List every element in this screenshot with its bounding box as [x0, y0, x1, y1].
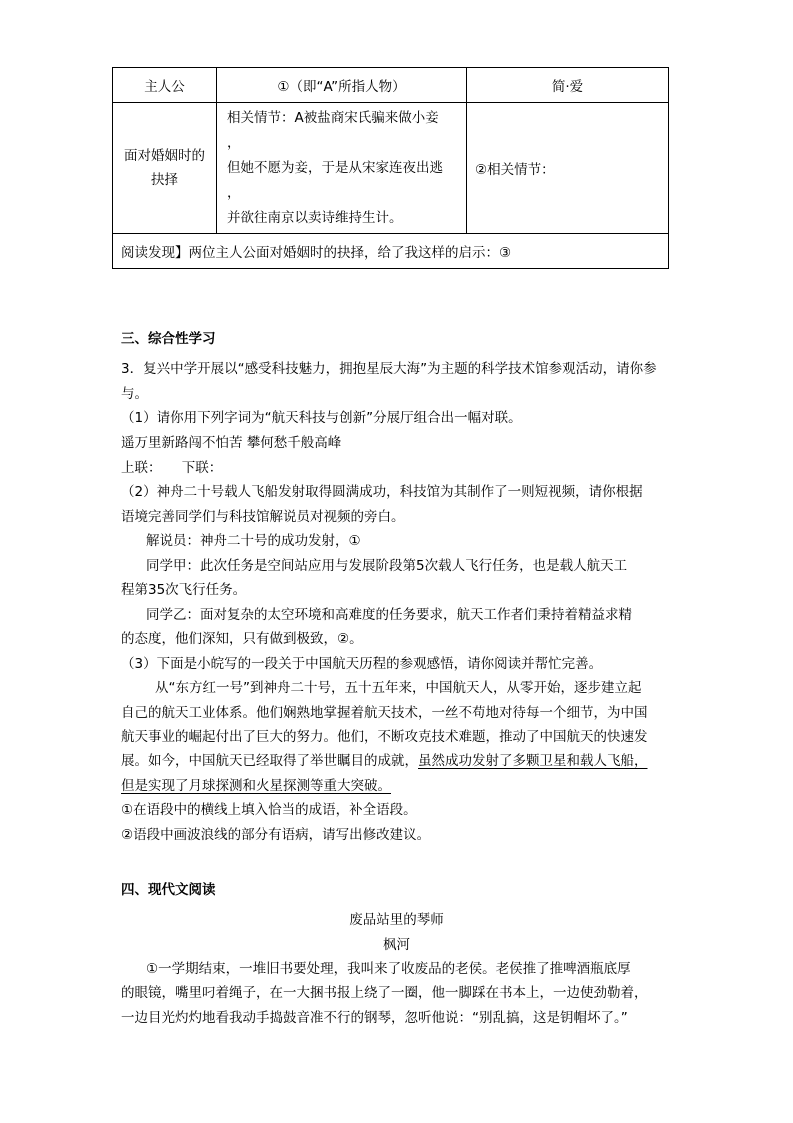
- header-jane-eyre: 简·爱: [467, 68, 669, 103]
- comparison-table: [112, 67, 669, 269]
- row-label-cell: [113, 103, 217, 234]
- table-footer-row: [113, 234, 669, 269]
- task-2: ②语段中画波浪线的部分有语病，请写出修改建议。: [121, 827, 431, 843]
- section-4-title: 四、现代文阅读: [121, 882, 216, 898]
- character-a-plot-cell: [217, 103, 467, 234]
- table-header-row: [113, 68, 669, 103]
- task-1: ①在语段中的横线上填入恰当的成语，补全语段。: [121, 802, 417, 818]
- couplet-blanks: 上联： 下联：: [121, 460, 223, 476]
- paragraph-text: 展。如今，中国航天已经取得了举世瞩目的成就，: [121, 753, 418, 769]
- plot-line: ，: [227, 184, 241, 201]
- reading-discovery: 阅读发现】两位主人公面对婚姻时的抉择，给了我这样的启示：③: [113, 234, 669, 269]
- reflection-paragraph-line: [121, 749, 648, 769]
- jane-plot-cell: ②相关情节：: [467, 103, 669, 234]
- section-3-title: 三、综合性学习: [121, 331, 216, 347]
- wavy-underlined-text: 虽然成功发射了多颗卫星和载人飞船，: [418, 753, 648, 769]
- student-a-line: 同学甲：此次任务是空间站应用与发展阶段第5次载人飞行任务，也是载人航天工: [146, 558, 628, 574]
- question-3-line: 3．复兴中学开展以“感受科技魅力，拥抱星辰大海”为主题的科学技术馆参观活动，请你参: [121, 361, 657, 377]
- word-list: 遥万里新路闯不怕苦 攀何愁千般高峰: [121, 435, 342, 451]
- story-paragraph-line: 一边目光灼灼地看我动手捣鼓音准不行的钢琴，忽听他说：“别乱搞，这是钥帽坏了。”: [121, 1010, 628, 1026]
- question-3-line: 与。: [121, 386, 148, 402]
- table-row-marriage-choice: [113, 103, 669, 234]
- subquestion-2: （2）神舟二十号载人飞船发射取得圆满成功，科技馆为其制作了一则短视频，请你根据: [121, 484, 643, 500]
- subquestion-2: 语境完善同学们与科技馆解说员对视频的旁白。: [121, 509, 405, 525]
- student-b-line: 的态度，他们深知，只有做到极致，②。: [121, 631, 363, 647]
- story-paragraph-line: ①一学期结束，一堆旧书要处理，我叫来了收废品的老侯。老侯推了推啤酒瓶底厚: [146, 961, 631, 977]
- wavy-underlined-text: 但是实现了月球探测和火星探测等重大突破。: [121, 778, 391, 794]
- reflection-paragraph-line: 航天事业的崛起付出了巨大的努力。他们，不断攻克技术难题，推动了中国航天的快速发: [121, 729, 648, 745]
- row-label-line: 抉择: [151, 172, 178, 188]
- story-author: 枫河: [383, 937, 410, 953]
- header-protagonist: 主人公: [113, 68, 217, 103]
- header-character-a: ①（即“A”所指人物）: [217, 68, 467, 103]
- plot-line: 但她不愿为妾，于是从宋家连夜出逃: [227, 159, 443, 176]
- subquestion-3: （3）下面是小皖写的一段关于中国航天历程的参观感悟，请你阅读并帮忙完善。: [121, 656, 603, 672]
- story-title: 废品站里的琴师: [349, 912, 444, 928]
- subquestion-1: （1）请你用下列字词为“航天科技与创新”分展厅组合出一幅对联。: [121, 410, 522, 426]
- narrator-line: 解说员：神舟二十号的成功发射，①: [146, 533, 361, 549]
- reflection-paragraph-line: 从“东方红一号”到神舟二十号，五十五年来，中国航天人，从零开始，逐步建立起: [155, 680, 642, 696]
- row-label-line: 面对婚姻时的: [124, 148, 205, 164]
- plot-line: 相关情节：A被盐商宋氏骗来做小妾: [227, 109, 439, 126]
- student-a-line: 程第35次飞行任务。: [121, 582, 247, 598]
- plot-line: ，: [227, 134, 241, 151]
- story-paragraph-line: 的眼镜，嘴里叼着绳子，在一大捆书报上绕了一圈，他一脚踩在书本上，一边使劲勒着，: [121, 985, 648, 1001]
- student-b-line: 同学乙：面对复杂的太空环境和高难度的任务要求，航天工作者们秉持着精益求精: [146, 607, 632, 623]
- reflection-paragraph-line: 自己的航天工业体系。他们娴熟地掌握着航天技术，一丝不苟地对待每一个细节，为中国: [121, 705, 648, 721]
- plot-line: 并欲往南京以卖诗维持生计。: [227, 209, 403, 226]
